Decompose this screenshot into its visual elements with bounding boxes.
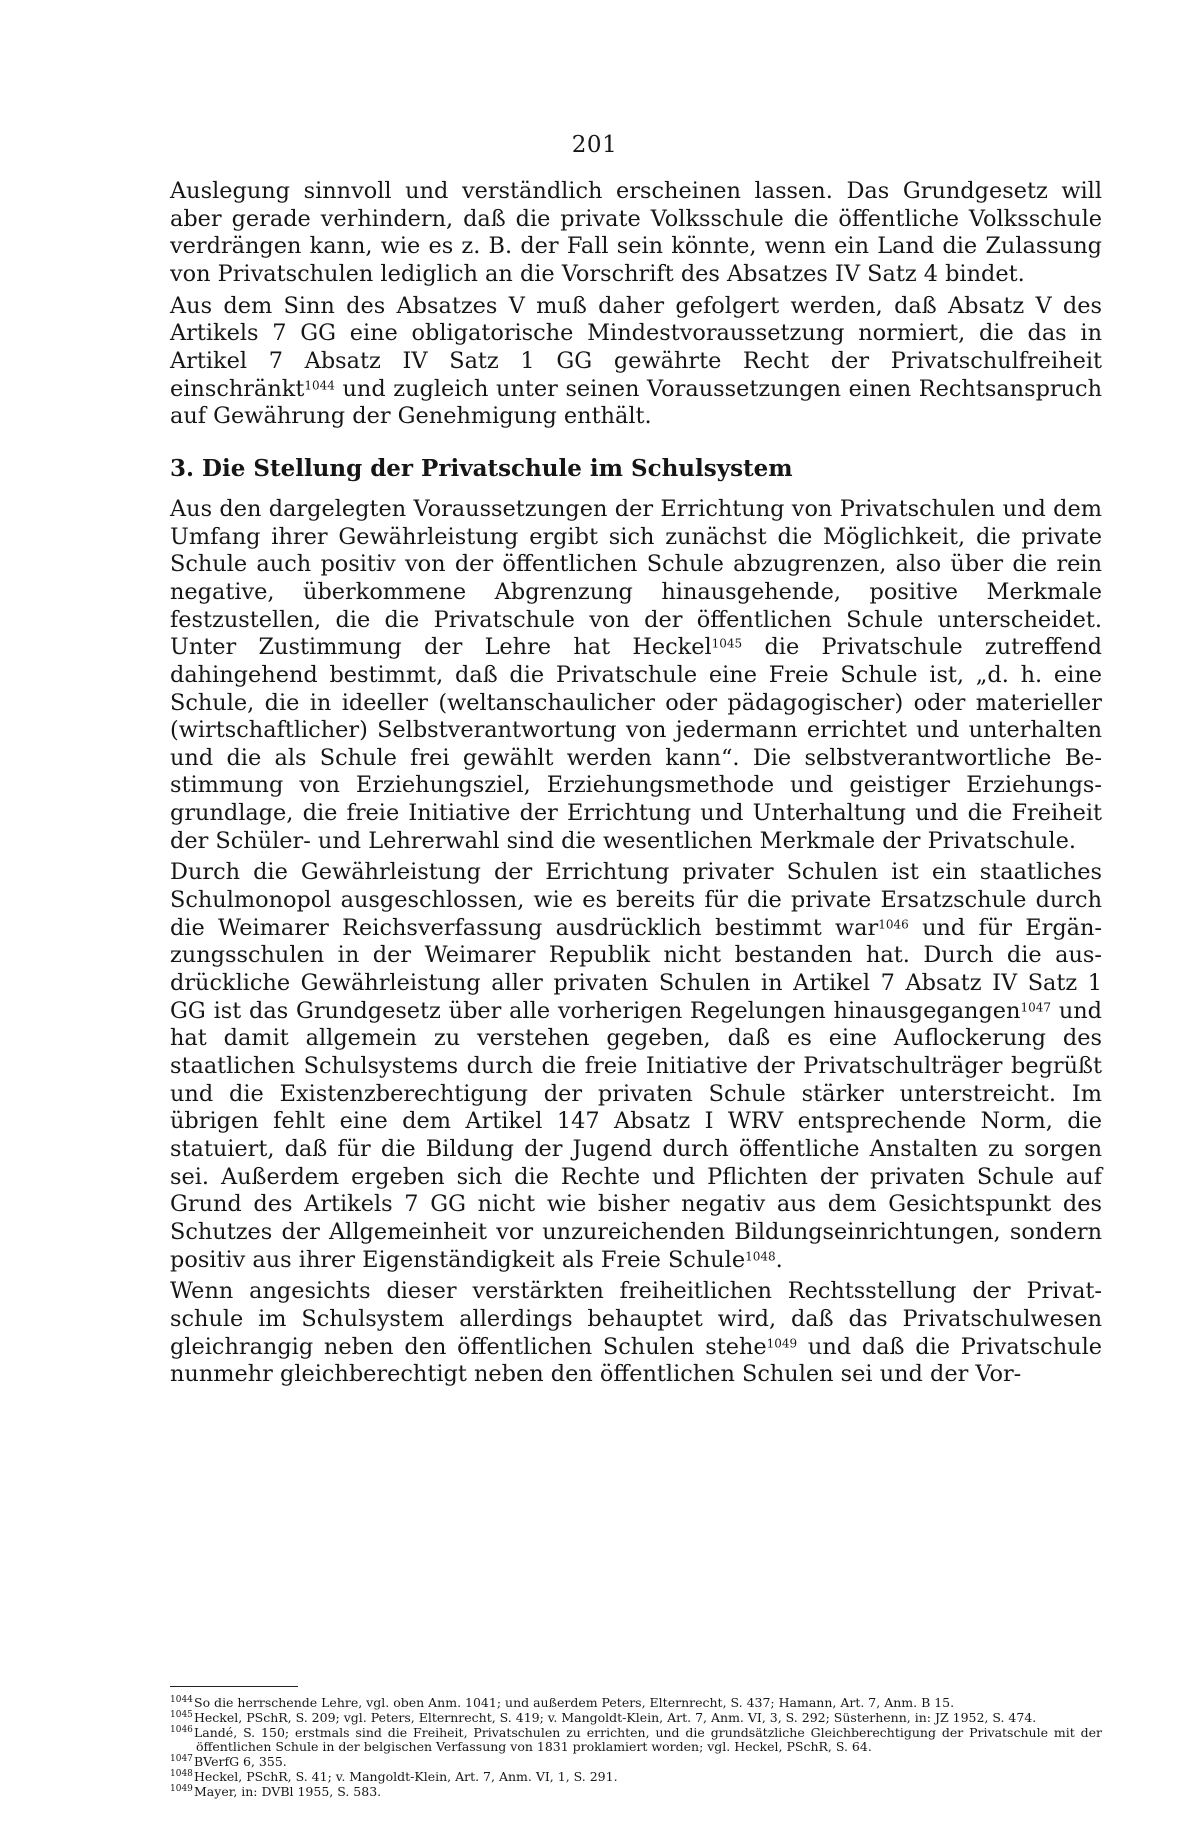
paragraph-group-1 bbox=[170, 178, 1102, 431]
footnote-text: BVerfG 6, 355. bbox=[194, 1754, 287, 1770]
text-run: und für Ergänzungsschulen in der Weimarer Republik nicht bestanden hat. Durch die ausdrückliche Gewährleistung aller privaten Schulen in Artikel 7 Absatz IV Satz 1 GG ist das Grundgesetz über alle vorherigen Regelungen hinausgegangen bbox=[170, 914, 1102, 1024]
footnote: $^{1047}$BVerfG 6, 355. bbox=[170, 1754, 287, 1770]
page-number: 201 bbox=[571, 132, 618, 158]
footnote-text: Heckel, PSchR, S. 209; vgl. Peters, Elternrecht, S. 419; v. Mangoldt-Klein, Art. 7, Anm. VI, 3, S. 292; Süsterhenn, in: JZ 1952, S. 474. bbox=[194, 1709, 1037, 1725]
footnote-text: Mayer, in: DVBl 1955, S. 583. bbox=[194, 1783, 382, 1799]
footnote-separator bbox=[170, 1686, 298, 1687]
footnote-reference[interactable]: 1046 bbox=[878, 917, 909, 932]
text-run: . bbox=[775, 1246, 783, 1273]
text-run: und zugleich unter seinen Voraussetzungen einen Rechtsanspruch auf Gewährung der Genehmigung enthält. bbox=[170, 375, 1102, 430]
text-run: und hat damit allgemein zu verstehen gegeben, daß es eine Auflockerung des staatlichen Schulsystems durch die freie Initiative der Privatschulträger begrüßt und die Existenzberechtigung der privaten Schule stärker unterstreicht. Im übrigen fehlt eine dem Artikel 147 Absatz I WRV entsprechende Norm, die statuiert, daß für die Bildung der Jugend durch öffentliche Anstalten zu sorgen sei. Außerdem ergeben sich die Rechte und Pflichten der privaten Schule auf Grund des Artikels 7 GG nicht wie bisher negativ aus dem Gesichtspunkt des Schutzes der Allgemeinheit vor unzureichenden Bildungseinrichtungen, sondern positiv aus ihrer Eigenständigkeit als Freie Schule bbox=[170, 997, 1102, 1273]
footnote: $^{1044}$So die herrschende Lehre, vgl. oben Anm. 1041; und außerdem Peters, Elternrecht, S. 437; Hamann, Art. 7, Anm. B 15. bbox=[170, 1695, 955, 1710]
text-run: und daß die Privatschule nunmehr gleichberechtigt neben den öffentlichen Schulen sei und der Vor- bbox=[170, 1333, 1102, 1388]
paragraph bbox=[170, 293, 1102, 431]
text-run: Aus den dargelegten Voraussetzungen der Errichtung von Privatschulen und dem Umfang ihrer Gewährleistung ergibt sich zunächst die Möglichkeit, die private Schule auch positiv von der öffentlichen Schule abzugrenzen, also über die rein negative, überkommene Abgrenzung hinausgehende, positive Merkmale festzustellen, die die Privatschule von der öffentlichen Schule unterscheidet. Unter Zustimmung der Lehre hat Heckel bbox=[170, 495, 1102, 661]
paragraph bbox=[170, 496, 1102, 856]
paragraph-group-2 bbox=[170, 496, 1102, 1389]
footnote-text: So die herrschende Lehre, vgl. oben Anm. 1041; und außerdem Peters, Elternrecht, S. 437; Hamann, Art. 7, Anm. B 15. bbox=[194, 1695, 955, 1710]
paragraph bbox=[170, 178, 1102, 289]
text-run: Wenn angesichts dieser verstärkten freiheitlichen Rechtsstellung der Privatschule im Schulsystem allerdings behauptet wird, daß das Privatschulwesen gleichrangig neben den öffentlichen Schulen stehe bbox=[170, 1278, 1102, 1360]
footnote: $^{1049}$Mayer, in: DVBl 1955, S. 583. bbox=[170, 1783, 382, 1799]
footnote: $^{1048}$Heckel, PSchR, S. 41; v. Mangoldt-Klein, Art. 7, Anm. VI, 1, S. 291. bbox=[170, 1768, 618, 1784]
section-heading: 3. Die Stellung der Privatschule im Schulsystem bbox=[170, 454, 793, 482]
text-run: Auslegung sinnvoll und verständlich erscheinen lassen. Das Grundgesetz will aber gerade verhindern, daß die private Volksschule die öffentliche Volksschule verdrängen kann, wie es z. B. der Fall sein könnte, wenn ein Land die Zulassung von Privatschulen lediglich an die Vorschrift des Absatzes IV Satz 4 bindet. bbox=[170, 178, 1102, 287]
footnote-reference[interactable]: 1049 bbox=[766, 1336, 798, 1350]
footnote-reference[interactable]: 1048 bbox=[745, 1249, 776, 1264]
footnote-reference[interactable]: 1044 bbox=[304, 378, 335, 392]
text-run: Durch die Gewährleistung der Errichtung privater Schulen ist ein staatliches Schulmonopol ausgeschlossen, wie es bereits für die private Ersatzschule durch die Weimarer Reichsverfassung ausdrücklich bestimmt war bbox=[170, 859, 1102, 941]
text-run: die Privatschule zutreffend dahingehend bestimmt, daß die Privatschule eine Freie Schule ist, „d. h. eine Schule, die in ideeller (weltanschaulicher oder pädagogischer) oder materieller (wirtschaftlicher) Selbstverantwortung von jedermann errichtet und unterhalten und die als Schule frei gewählt werden kann“. Die selbstverantwortliche Bestimmung von Erziehungsziel, Erziehungsmethode und geistiger Erziehungsgrundlage, die freie Initiative der Errichtung und Unterhaltung und die Freiheit der Schüler- und Lehrerwahl sind die wesentlichen Merkmale der Privatschule. bbox=[170, 634, 1102, 854]
text-run: Aus dem Sinn des Absatzes V muß daher gefolgert werden, daß Absatz V des Artikels 7 GG eine obligatorische Mindestvoraussetzung normiert, die das in Artikel 7 Absatz IV Satz 1 GG gewährte Recht der Privatschulfreiheit einschränkt bbox=[170, 292, 1102, 402]
footnote-text: Heckel, PSchR, S. 41; v. Mangoldt-Klein, Art. 7, Anm. VI, 1, S. 291. bbox=[194, 1768, 618, 1784]
footnote-text: Landé, S. 150; erstmals sind die Freiheit, Privatschulen zu errichten, und die grundsätzliche Gleichberechtigung der Privatschule mit der öffentlichen Schule in der belgischen Verfassung von 1831 proklamiert worden; vgl. Heckel, PSchR, S. 64. bbox=[194, 1724, 1102, 1755]
paragraph bbox=[170, 859, 1102, 1274]
footnote-reference[interactable]: 1047 bbox=[1020, 1000, 1052, 1015]
footnotes bbox=[170, 1696, 1102, 1800]
body-text bbox=[170, 178, 1102, 1389]
footnote: $^{1046}$Landé, S. 150; erstmals sind die Freiheit, Privatschulen zu errichten, und die grundsätzliche Gleichberechtigung der Privatschule mit der öffentlichen Schule in der belgischen Verfassung von 1831 proklamiert worden; vgl. Heckel, PSchR, S. 64. bbox=[170, 1724, 1102, 1755]
paragraph bbox=[170, 1278, 1102, 1389]
footnote: $^{1045}$Heckel, PSchR, S. 209; vgl. Peters, Elternrecht, S. 419; v. Mangoldt-Klein, Art. 7, Anm. VI, 3, S. 292; Süsterhenn, in: JZ 1952, S. 474. bbox=[170, 1709, 1037, 1725]
footnote-reference[interactable]: 1045 bbox=[711, 636, 743, 651]
